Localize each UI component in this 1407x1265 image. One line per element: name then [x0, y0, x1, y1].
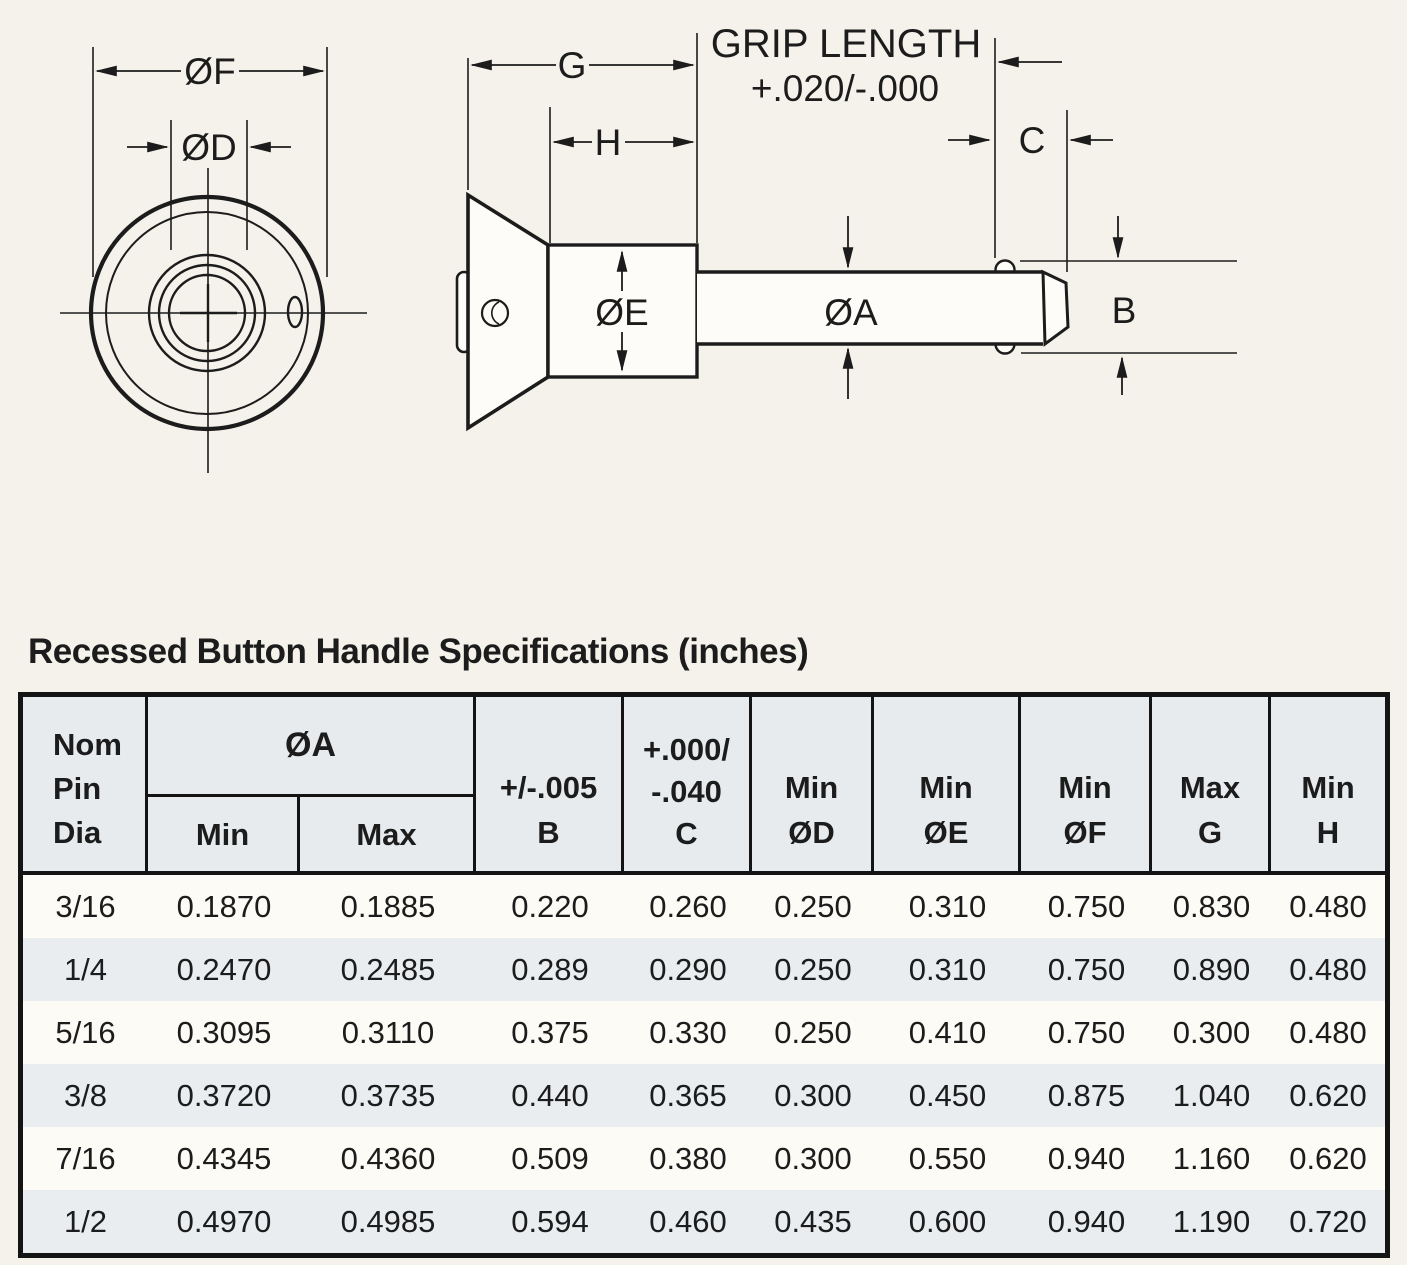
header-of	[1021, 697, 1152, 871]
dim-label-h: H	[594, 122, 622, 163]
dim-label-c: C	[1018, 120, 1046, 161]
header-line: +.000/	[642, 732, 731, 767]
spec-value-cell: 0.375	[511, 1014, 589, 1050]
dim-label-of: ØF	[184, 51, 236, 92]
spec-value-cell: 0.289	[511, 951, 589, 987]
spec-value-cell: 0.300	[1172, 1014, 1251, 1050]
header-line: Dia	[53, 815, 102, 850]
header-line: Min	[784, 770, 839, 805]
spec-value-cell: 0.250	[774, 951, 852, 987]
spec-value-cell: 0.4985	[340, 1203, 436, 1239]
pin-dia-cell: 3/16	[55, 888, 116, 924]
spec-value-cell: 0.4360	[340, 1140, 436, 1176]
spec-value-cell: 0.330	[649, 1014, 727, 1050]
header-oa-subrow	[148, 797, 473, 871]
header-line: ØF	[1063, 815, 1107, 850]
spec-value-cell: 1.190	[1172, 1203, 1251, 1239]
spec-value-cell: 0.620	[1289, 1077, 1367, 1113]
lock-hole-ellipse	[288, 297, 302, 327]
table-row	[23, 938, 1385, 1001]
dim-label-g: G	[557, 45, 587, 86]
spec-value-cell: 0.750	[1047, 888, 1126, 924]
spec-value-cell: 0.310	[908, 888, 987, 924]
spec-value-cell: 0.410	[908, 1014, 987, 1050]
header-line: Max	[1179, 770, 1241, 805]
spec-value-cell: 1.040	[1172, 1077, 1251, 1113]
header-oe	[874, 697, 1021, 871]
spec-value-cell: 0.3095	[176, 1014, 272, 1050]
dim-label-od: ØD	[181, 127, 237, 168]
spec-value-cell: 0.830	[1172, 888, 1251, 924]
pin-dia-cell: 1/4	[63, 951, 108, 987]
pin-dia-cell: 7/16	[55, 1140, 116, 1176]
spec-value-cell: 0.460	[649, 1203, 727, 1239]
front-view	[60, 47, 367, 473]
spec-value-cell: 0.890	[1172, 951, 1251, 987]
spec-value-cell: 0.1870	[176, 888, 272, 924]
spec-value-cell: 0.220	[511, 888, 589, 924]
spec-value-cell: 0.875	[1047, 1077, 1126, 1113]
spec-value-cell: 0.380	[649, 1140, 727, 1176]
spec-value-cell: 0.940	[1047, 1140, 1126, 1176]
spec-value-cell: 0.2485	[340, 951, 436, 987]
table-row	[23, 875, 1385, 938]
spec-value-cell: 0.440	[511, 1077, 589, 1113]
header-g	[1152, 697, 1271, 871]
spec-value-cell: 0.480	[1289, 951, 1367, 987]
table-body	[23, 875, 1385, 1253]
header-oa-max: Max	[356, 816, 417, 852]
header-line: Pin	[53, 771, 102, 806]
dim-label-oa: ØA	[824, 292, 878, 333]
dim-label-b: B	[1111, 290, 1137, 331]
header-line: ØE	[923, 815, 969, 850]
header-oa-group	[148, 697, 476, 871]
table-row	[23, 1001, 1385, 1064]
spec-value-cell: 0.300	[774, 1140, 852, 1176]
spec-value-cell: 0.750	[1047, 1014, 1126, 1050]
spec-value-cell: 0.4970	[176, 1203, 272, 1239]
header-line: -.040	[651, 774, 722, 809]
spec-value-cell: 0.620	[1289, 1140, 1367, 1176]
spec-value-cell: 0.720	[1289, 1203, 1367, 1239]
technical-drawing	[0, 0, 1407, 625]
header-nom-pin-dia	[23, 697, 148, 871]
spec-value-cell: 0.310	[908, 951, 987, 987]
header-c	[624, 697, 752, 871]
header-od	[752, 697, 874, 871]
spec-value-cell: 0.3110	[341, 1014, 435, 1050]
spec-value-cell: 0.260	[649, 888, 727, 924]
header-b	[476, 697, 624, 871]
header-h	[1271, 697, 1385, 871]
spec-value-cell: 0.450	[908, 1077, 987, 1113]
spec-value-cell: 0.480	[1289, 888, 1367, 924]
spec-value-cell: 0.3735	[340, 1077, 436, 1113]
header-line: Min	[1301, 770, 1355, 805]
header-line: B	[537, 815, 560, 850]
header-line: +/-.005	[499, 770, 598, 805]
table-row	[23, 1064, 1385, 1127]
header-line: Nom	[53, 727, 122, 762]
specifications-table	[18, 692, 1390, 1258]
spec-value-cell: 0.290	[649, 951, 727, 987]
header-line: C	[675, 816, 698, 851]
spec-value-cell: 0.365	[649, 1077, 727, 1113]
table-row	[23, 1127, 1385, 1190]
spec-value-cell: 1.160	[1172, 1140, 1251, 1176]
spec-value-cell: 0.750	[1047, 951, 1126, 987]
spec-value-cell: 0.3720	[176, 1077, 272, 1113]
grip-length-title: GRIP LENGTH	[710, 22, 982, 66]
spec-value-cell: 0.594	[511, 1203, 589, 1239]
spec-value-cell: 0.300	[774, 1077, 852, 1113]
spec-value-cell: 0.1885	[340, 888, 436, 924]
table-header	[23, 697, 1385, 875]
spec-value-cell: 0.600	[908, 1203, 987, 1239]
header-line: Min	[919, 770, 973, 805]
dim-label-oe: ØE	[595, 292, 649, 333]
header-oa-min: Min	[148, 797, 300, 871]
spec-value-cell: 0.2470	[176, 951, 272, 987]
spec-value-cell: 0.4345	[176, 1140, 272, 1176]
spec-value-cell: 0.435	[774, 1203, 852, 1239]
header-oa: ØA	[148, 697, 473, 797]
table-row	[23, 1190, 1385, 1253]
header-line: Min	[1058, 770, 1112, 805]
pin-dia-cell: 1/2	[63, 1203, 108, 1239]
table-title: Recessed Button Handle Specifications (inches)	[28, 632, 809, 671]
pin-dia-cell: 3/8	[63, 1077, 108, 1113]
header-line: ØD	[788, 815, 835, 850]
pin-dia-cell: 5/16	[55, 1014, 116, 1050]
pin-tip-chamfer	[1043, 272, 1068, 344]
spec-value-cell: 0.250	[774, 888, 852, 924]
header-line: H	[1316, 815, 1340, 850]
grip-length-tolerance: +.020/-.000	[750, 68, 940, 109]
spec-value-cell: 0.550	[908, 1140, 987, 1176]
spec-value-cell: 0.250	[774, 1014, 852, 1050]
spec-value-cell: 0.509	[511, 1140, 589, 1176]
spec-value-cell: 0.480	[1289, 1014, 1367, 1050]
header-line: G	[1197, 815, 1223, 850]
spec-value-cell: 0.940	[1047, 1203, 1126, 1239]
